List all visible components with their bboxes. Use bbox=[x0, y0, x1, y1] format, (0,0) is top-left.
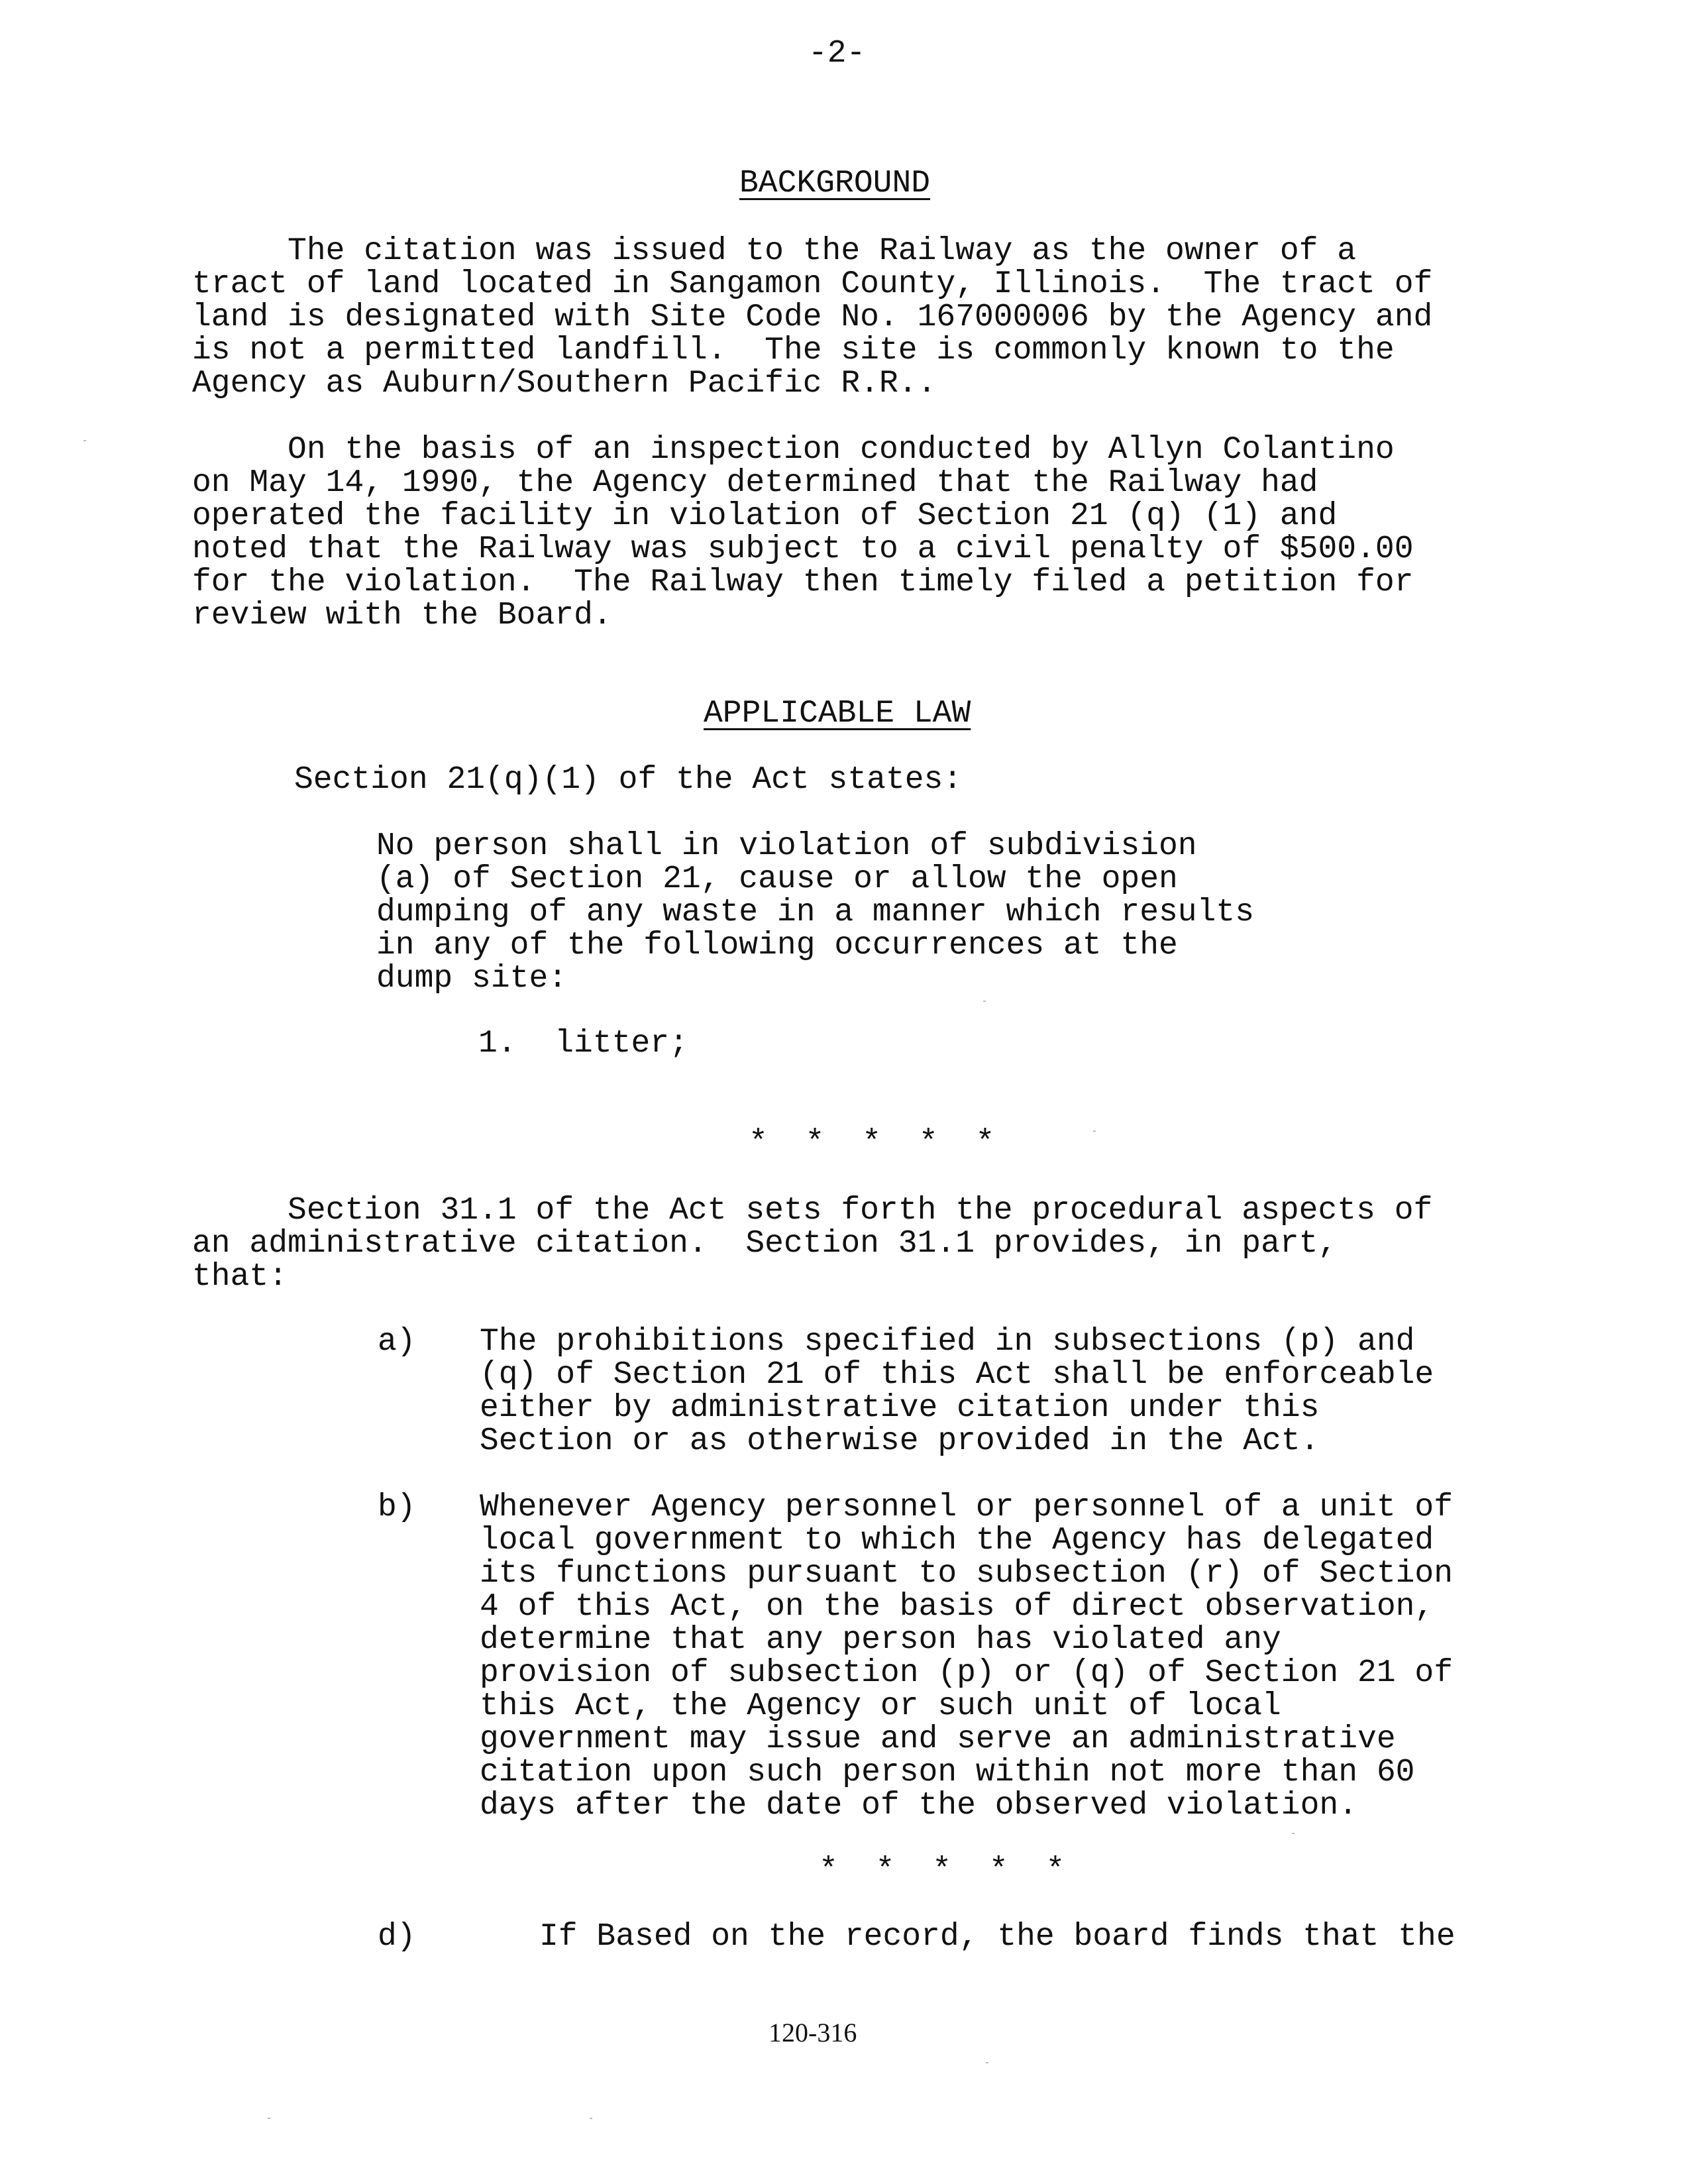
item-b-label: b) bbox=[378, 1490, 416, 1525]
quote-item-litter: 1. litter; bbox=[478, 1026, 688, 1062]
scan-speck bbox=[986, 2062, 988, 2063]
section-21-intro: Section 21(q)(1) of the Act states: bbox=[294, 762, 963, 798]
section-31-intro: Section 31.1 of the Act sets forth the procedural aspects of an administrative citation. Section 31.1 provides, in part, that: bbox=[192, 1193, 1433, 1295]
scan-speck bbox=[590, 2118, 592, 2119]
scan-speck bbox=[1292, 1833, 1295, 1834]
page-footer-code: 120-316 bbox=[768, 2018, 857, 2048]
section-21-quote: No person shall in violation of subdivision (a) of Section 21, cause or allow the open dumping of any waste in a manner which results in any of the following occurrences at the dump site: bbox=[376, 828, 1255, 997]
separator-stars-1: * * * * * bbox=[749, 1125, 1004, 1161]
scan-speck bbox=[83, 440, 86, 441]
item-b-text: Whenever Agency personnel or personnel of a unit of local government to which the Agency has delegated its functions pursuant to subsection (r) of Section 4 of this Act, on the basis of direct observation, determine that any person has violated any provision of subsection (p) or (q) of Section 21 of this Act, the Agency or such unit of local government may issue and serve an administrative citation upon such person within not more than 60 days after the date of the observed violation. bbox=[480, 1490, 1454, 1824]
scan-speck bbox=[983, 1001, 986, 1002]
scan-speck bbox=[1093, 1130, 1096, 1132]
page-number: -2- bbox=[808, 36, 866, 72]
background-paragraph-1: The citation was issued to the Railway as the owner of a tract of land located in Sangamon County, Illinois. The tract of land is designated with Site Code No. 167000006 by the Agency and is not a permitted landfill. The site is commonly known to the Agency as Auburn/Southern Pacific R.R.. bbox=[192, 233, 1433, 402]
scan-speck bbox=[268, 2118, 270, 2119]
background-heading: BACKGROUND bbox=[739, 166, 931, 201]
item-a-text: The prohibitions specified in subsections (p) and (q) of Section 21 of this Act shall be enforceable either by administrative citation under this Section or as otherwise provided in the Act. bbox=[480, 1324, 1434, 1459]
separator-stars-2: * * * * * bbox=[819, 1853, 1075, 1888]
background-paragraph-2: On the basis of an inspection conducted by Allyn Colantino on May 14, 1990, the Agency determined that the Railway had operated the facility in violation of Section 21 (q) (1) and noted that the Railway was subject to a civil penalty of $500.00 for the violation. The Railway then timely filed a petition for review with the Board. bbox=[192, 432, 1414, 633]
item-d-label: d) bbox=[378, 1919, 416, 1955]
item-d-text: If Based on the record, the board finds that the bbox=[539, 1919, 1456, 1955]
item-a-label: a) bbox=[378, 1324, 416, 1360]
applicable-law-heading: APPLICABLE LAW bbox=[704, 696, 971, 732]
